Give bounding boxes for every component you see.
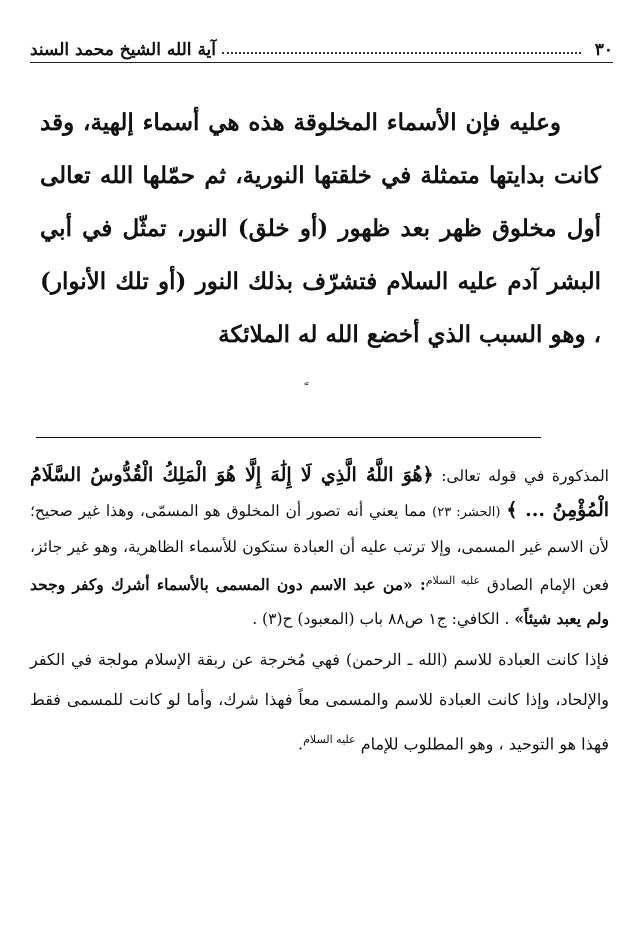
header-dot-leader bbox=[222, 52, 581, 54]
body-paragraph: وعليه فإن الأسماء المخلوقة هذه هي أسماء إلهية، وقد كانت بدايتها متمثلة في خلقتها النورية، ثم حمّلها الله تعالى أول مخلوق ظهر بعد ظهور (أو خلق) النور، تمثّل في أبي البشر آدم عليه السلام فتشرّف بذلك النور (أو تلك الأنوار) ، وهو السبب الذي أخضع الله له الملائكة bbox=[40, 109, 601, 348]
footnote-1 bbox=[30, 458, 609, 636]
footnote-2 bbox=[30, 640, 609, 764]
main-body-text bbox=[40, 96, 601, 361]
page-number: ٣٠ bbox=[594, 40, 613, 60]
hadith-source: . الكافي: ج١ ص٨٨ باب (المعبود) ح(٣) . bbox=[252, 610, 510, 629]
footnote-2-ending: . bbox=[297, 734, 304, 754]
quran-verse: ﴿هُوَ اللَّهُ الَّذِي لَا إِلَٰهَ إِلَّا هُوَ الْمَلِكُ الْقُدُّوسُ السَّلَامُ الْمُؤْمِنُ ... ﴾ bbox=[30, 464, 610, 521]
footnote-2-text: فإذا كانت العبادة للاسم (الله ـ الرحمن) فهي مُخرجة عن ربقة الإسلام مولجة في الكفر والإلحاد، وإذا كانت العبادة للاسم والمسمى معاً فهذا شرك، وأما لو كانت للمسمى فقط فهذا هو التوحيد ، وهو المطلوب للإمام bbox=[30, 650, 609, 754]
footnote-1-intro: المذكورة في قوله تعالى: bbox=[441, 467, 609, 485]
running-header bbox=[30, 30, 613, 63]
hadith-quote: : «من عبد الاسم دون المسمى بالأسماء أشرك وكفر وجحد ولم يعبد شيئاً» bbox=[30, 575, 609, 629]
honorific-mark: عليه السلام bbox=[303, 733, 356, 747]
footnote-separator bbox=[36, 437, 541, 438]
honorific-mark: عليه السلام bbox=[425, 574, 481, 587]
footnotes-section bbox=[30, 458, 609, 764]
book-author-title: آية الله الشيخ محمد السند bbox=[30, 40, 217, 60]
footnote-1-body: مما يعني أنه تصور أن المخلوق هو المسمّى، وهذا غير صحيح؛ لأن الاسم غير المسمى، وإلا ترتب عليه أن العبادة ستكون للأسماء الظاهرية، وهو غير جائز، فعن الإمام الصادق bbox=[30, 502, 610, 595]
verse-citation: (الحشر: ٢٣) bbox=[432, 505, 501, 520]
